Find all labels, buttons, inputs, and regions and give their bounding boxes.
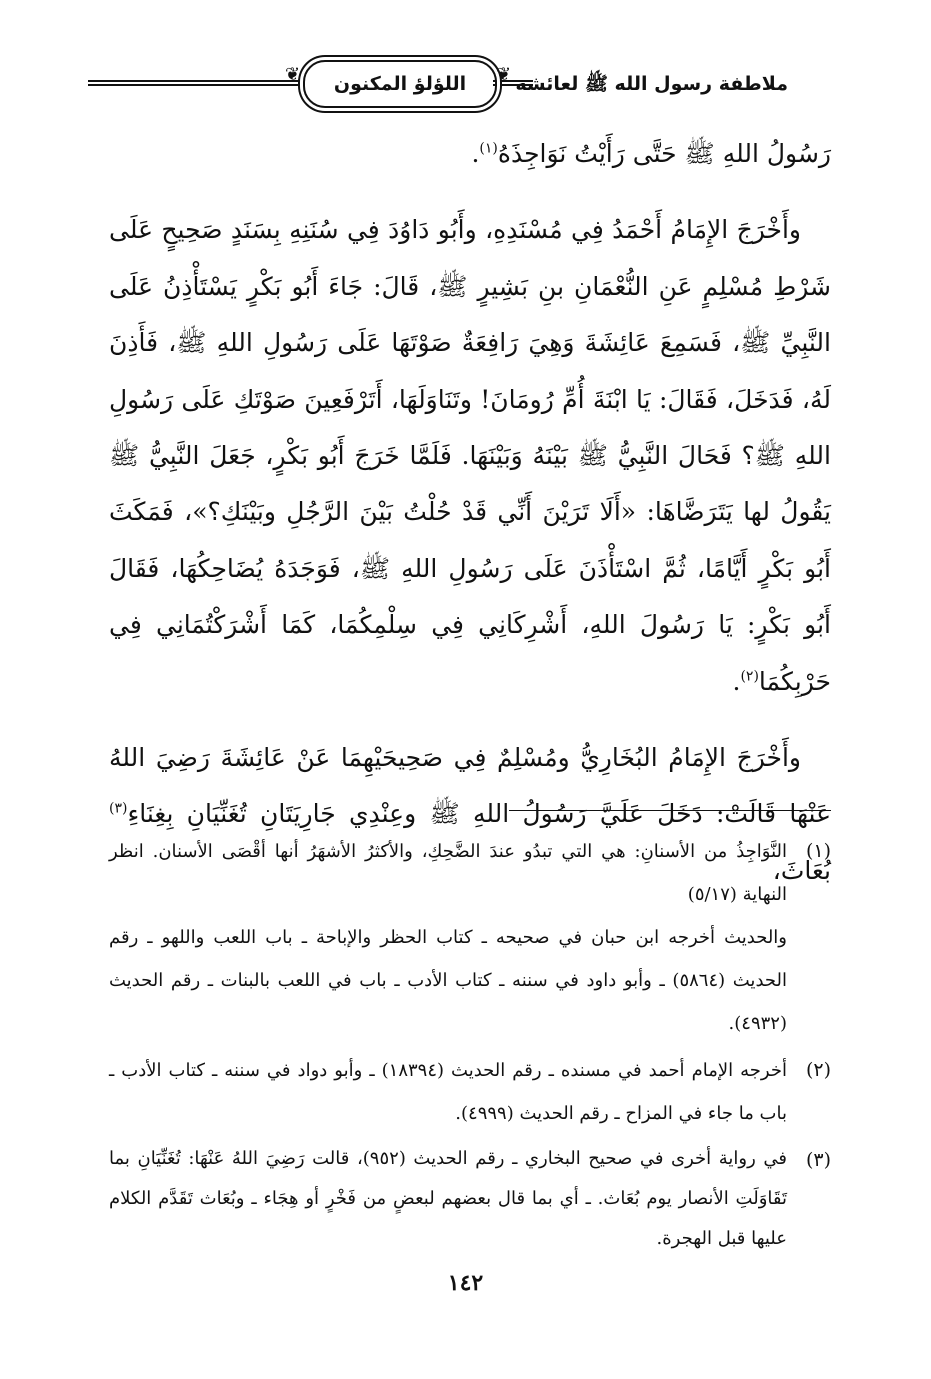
footnote xyxy=(109,830,831,1045)
paragraph xyxy=(109,126,831,182)
footnote-separator xyxy=(509,810,831,811)
footnote-body xyxy=(109,1139,787,1259)
footnote-ref[interactable]: (١) xyxy=(479,140,498,157)
main-text xyxy=(109,126,831,899)
paragraph-end: . xyxy=(732,666,741,696)
footnote xyxy=(109,1049,831,1135)
paragraph xyxy=(109,202,831,710)
running-header xyxy=(88,52,828,120)
header-rule-left xyxy=(88,80,303,86)
footnote-text: أخرجه الإمام أحمد في مسنده ـ رقم الحديث (١٨٣٩٤) ـ وأبو دواد في سننه ـ كتاب الأدب ـ باب ما جاء في المزاح ـ رقم الحديث (٤٩٩٩). xyxy=(109,1060,787,1124)
page-number: ١٤٢ xyxy=(447,1270,484,1296)
footnote-number: (١) xyxy=(805,840,831,862)
footnote-ref[interactable]: (٢) xyxy=(740,668,759,685)
footnote xyxy=(109,1139,831,1259)
footnote-ref[interactable]: (٣) xyxy=(109,801,128,818)
book-title-cartouche xyxy=(303,60,497,108)
book-title: اللؤلؤ المكنون xyxy=(333,73,467,95)
paragraph-text: رَسُولُ اللهِ ﷺ حَتَّى رَأَيْتُ نَوَاجِذَهُ xyxy=(497,139,831,168)
footnote-body xyxy=(109,830,787,1045)
paragraph-text: وأَخْرَجَ الإِمَامُ أَحْمَدُ فِي مُسْنَدِهِ، وأَبُو دَاوُدَ فِي سُنَنِهِ بِسَنَدٍ صَحِيحٍ عَلَى شَرْطِ مُسْلِمٍ عَنِ النُّعْمَانِ بنِ بَشِيرٍ ﷺ، قَالَ: جَاءَ أَبُو بَكْرٍ يَسْتَأْذِنُ عَلَى النَّبِيِّ ﷺ، فَسَمِعَ عَائِشَةَ وَهِيَ رَافِعَةٌ صَوْتَهَا عَلَى رَسُولِ اللهِ ﷺ، فَأَذِنَ لَهُ، فَدَخَلَ، فَقَالَ: يَا ابْنَةَ أُمِّ رُومَانَ! وتَنَاوَلَهَا، أَتَرْفَعِينَ صَوْتَكِ عَلَى رَسُولِ اللهِ ﷺ؟ فَحَالَ النَّبِيُّ ﷺ بَيْنَهُ وَبَيْنَهَا. فَلَمَّا خَرَجَ أَبُو بَكْرٍ، جَعَلَ النَّبِيُّ ﷺ يَقُولُ لها يَتَرَضَّاهَا: «أَلَا تَرَيْنَ أَنِّي قَدْ حُلْتُ بَيْنَ الرَّجُلِ وبَيْنَكِ؟»، فَمَكَثَ أَبُو بَكْرٍ أَيَّامًا، ثُمَّ اسْتَأْذَنَ عَلَى رَسُولِ اللهِ ﷺ، فَوَجَدَهُ يُضَاحِكُهَا، فَقَالَ أَبُو بَكْرٍ: يَا رَسُولَ اللهِ، أَشْرِكَانِي فِي سِلْمِكُمَا، كَمَا أَشْرَكْتُمَانِي فِي حَرْبِكُمَا xyxy=(109,215,831,696)
footnote-text: في رواية أخرى في صحيح البخاري ـ رقم الحديث (٩٥٢)، قالت رَضِيَ اللهُ عَنْهَا: تُغَنِّيَانِ بما تَقَاوَلَتِ الأنصار يوم بُعَاث. ـ أي بما قال بعضهم لبعضٍ من فَخْرٍ أو هِجَاء ـ وبُعَاث تَقَدَّم الكلام عليها قبل الهجرة. xyxy=(109,1148,787,1249)
footnote-body xyxy=(109,1049,787,1135)
footnote-number: (٢) xyxy=(805,1059,831,1081)
chapter-title: ملاطفة رسول الله ﷺ لعائشة xyxy=(515,73,788,95)
footnote-text: والحديث أخرجه ابن حبان في صحيحه ـ كتاب الحظر والإباحة ـ باب اللعب واللهو ـ رقم الحديث (٥٨٦٤) ـ وأبو داود في سننه ـ كتاب الأدب ـ باب في اللعب بالبنات ـ رقم الحديث (٤٩٣٢). xyxy=(109,927,787,1034)
paragraph-end: . xyxy=(471,139,480,168)
footnote-number: (٣) xyxy=(805,1149,831,1171)
ornament-left-icon: ❦ xyxy=(285,64,301,85)
footnote-text: النَّوَاجِذُ من الأسنانِ: هي التي تبدُو عندَ الضَّحِكِ، والأكثرُ الأشهَرُ أنها أقْصَى الأسنان. انظر النهاية (٥/١٧) xyxy=(109,841,787,905)
footnotes xyxy=(109,830,831,1263)
paragraph-text: وأَخْرَجَ الإِمَامُ البُخَارِيُّ ومُسْلِمٌ فِي صَحِيحَيْهِمَا عَنْ عَائِشَةَ رَضِيَ اللهُ عَنْهَا قَالَتْ: دَخَلَ عَلَيَّ رَسُولُ اللهِ ﷺ وعِنْدِي جَارِيَتَانِ تُغَنِّيَانِ بِغِنَاءِ xyxy=(109,743,831,829)
ornament-right-icon: ❦ xyxy=(496,64,512,85)
paragraph-end: بُعَاثَ، xyxy=(772,855,831,885)
